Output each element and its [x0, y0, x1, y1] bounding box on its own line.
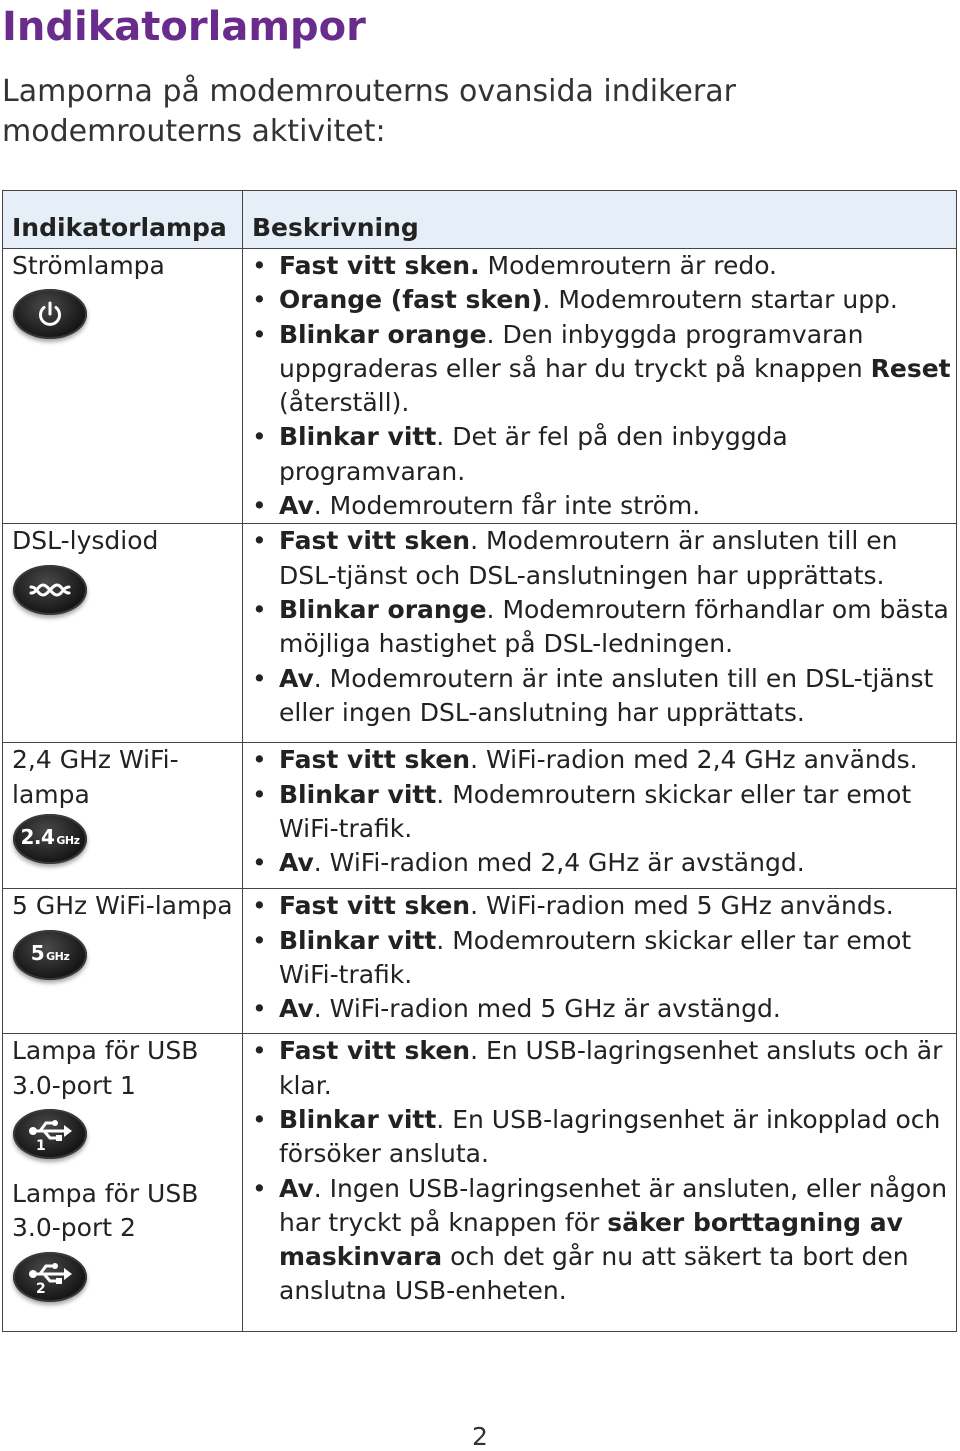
- description-list: [252, 524, 956, 730]
- list-item: [252, 249, 956, 283]
- state-label: Av: [279, 994, 314, 1024]
- state-label: Fast vitt sken: [279, 891, 471, 921]
- state-text: . Modemroutern skickar eller tar emot WiFi-trafik.: [279, 925, 912, 989]
- state-text: (återställ).: [279, 388, 410, 418]
- state-text: . Den inbyggda programvaran uppgraderas eller så har du tryckt på knappen: [279, 319, 871, 383]
- state-text: . Det är fel på den inbyggda programvaran.: [279, 422, 788, 486]
- state-label: Blinkar orange: [279, 594, 487, 624]
- description-cell: [243, 889, 957, 1034]
- wifi-5ghz-icon: [13, 930, 87, 980]
- icon-unit: GHz: [46, 949, 70, 963]
- state-text: . En USB-lagringsenhet ansluts och är klar.: [279, 1036, 943, 1100]
- list-item: [252, 992, 956, 1026]
- state-text: och det går nu att säkert ta bort den anslutna USB-enheten.: [279, 1242, 909, 1306]
- lamp-name: 5 GHz WiFi-lampa: [12, 891, 233, 921]
- list-item: [252, 924, 956, 993]
- icon-number: 2.4: [20, 824, 55, 849]
- list-item: [252, 778, 956, 847]
- state-label: Blinkar vitt: [279, 422, 437, 452]
- list-item: [252, 593, 956, 662]
- lamp-name: DSL-lysdiod: [12, 526, 159, 556]
- reset-label: Reset: [870, 353, 951, 383]
- lamp-name: Strömlampa: [12, 251, 165, 280]
- lamp-cell: [3, 524, 243, 743]
- list-item: [252, 1103, 956, 1172]
- dsl-icon: [13, 565, 87, 615]
- list-item: [252, 318, 956, 421]
- state-text: . WiFi-radion med 5 GHz är avstängd.: [313, 994, 781, 1024]
- state-text: Modemroutern är redo.: [479, 251, 778, 280]
- state-text: . Modemroutern är ansluten till en DSL-tjänst och DSL-anslutningen har upprättats.: [279, 526, 898, 590]
- lamp-cell: [3, 1034, 243, 1332]
- usb-port-number: 2: [36, 1280, 46, 1294]
- usb-port-number: 1: [36, 1137, 46, 1151]
- state-label: Blinkar vitt: [279, 1104, 437, 1134]
- list-item: [252, 889, 956, 923]
- page-number: 2: [472, 1422, 488, 1451]
- wifi-2-4ghz-icon: [13, 814, 87, 864]
- state-text: . Modemroutern skickar eller tar emot WiFi-trafik.: [279, 779, 912, 843]
- state-label: Fast vitt sken.: [279, 251, 480, 280]
- table-row: [3, 889, 957, 1034]
- state-text: . En USB-lagringsenhet är inkopplad och försöker ansluta.: [279, 1104, 941, 1169]
- power-icon: [13, 289, 87, 339]
- usb-lamp-2: [12, 1177, 222, 1302]
- icon-unit: GHz: [56, 833, 80, 847]
- lamp-name: Lampa för USB 3.0-port 1: [12, 1036, 199, 1100]
- state-text: . Modemroutern förhandlar om bästa möjliga hastighet på DSL-ledningen.: [279, 594, 949, 659]
- state-text: . WiFi-radion med 2,4 GHz är avstängd.: [313, 848, 805, 878]
- state-label: Av: [279, 491, 314, 521]
- header-description: Beskrivning: [243, 191, 957, 249]
- description-list: [252, 743, 956, 880]
- lamp-cell: [3, 889, 243, 1034]
- icon-number: 5: [30, 940, 45, 965]
- lamp-cell: [3, 743, 243, 889]
- state-label: Av: [279, 848, 314, 878]
- state-label: Blinkar vitt: [279, 925, 437, 955]
- list-item: [252, 1172, 956, 1309]
- list-item: [252, 1034, 956, 1103]
- description-list: [252, 249, 956, 523]
- state-label: Av: [279, 663, 314, 693]
- list-item: [252, 283, 956, 317]
- state-label: Fast vitt sken: [279, 745, 471, 775]
- intro-text: Lamporna på modemrouterns ovansida indikerar modemrouterns aktivitet:: [2, 74, 736, 149]
- description-list: [252, 889, 956, 1026]
- description-cell: [243, 1034, 957, 1332]
- header-indicator: Indikatorlampa: [3, 191, 243, 249]
- list-item: [252, 846, 956, 880]
- list-item: [252, 662, 956, 731]
- list-item: [252, 489, 956, 523]
- state-label: Fast vitt sken: [279, 1036, 471, 1066]
- table-row: [3, 249, 957, 524]
- usb-icon: [13, 1109, 87, 1159]
- page-title: Indikatorlampor: [2, 4, 366, 50]
- usb-lamp-1: [12, 1034, 222, 1159]
- state-label: Fast vitt sken: [279, 526, 471, 556]
- description-cell: [243, 743, 957, 889]
- state-text: . Ingen USB-lagringsenhet är ansluten, eller någon har tryckt på knappen för: [279, 1173, 948, 1237]
- lamp-cell: [3, 249, 243, 524]
- table-row: [3, 743, 957, 889]
- list-item: [252, 743, 956, 777]
- list-item: [252, 524, 956, 593]
- table-row: [3, 524, 957, 743]
- description-cell: [243, 249, 957, 524]
- state-text: . Modemroutern är inte ansluten till en DSL-tjänst eller ingen DSL-anslutning har upprättats.: [279, 663, 934, 727]
- state-label: Blinkar orange: [279, 319, 487, 349]
- state-label: Av: [279, 1173, 314, 1203]
- state-label: Orange (fast sken): [279, 285, 543, 315]
- usb-icon: [13, 1252, 87, 1302]
- table-row: [3, 1034, 957, 1332]
- state-text: . Modemroutern får inte ström.: [313, 491, 701, 521]
- state-label: Blinkar vitt: [279, 779, 437, 809]
- lamp-name: 2,4 GHz WiFi-lampa: [12, 745, 179, 809]
- state-text: . WiFi-radion med 5 GHz används.: [470, 891, 894, 921]
- state-text: . Modemroutern startar upp.: [542, 285, 898, 315]
- lamp-name: Lampa för USB 3.0-port 2: [12, 1178, 199, 1243]
- description-cell: [243, 524, 957, 743]
- safe-removal-label: säker borttagning av maskinvara: [279, 1207, 903, 1272]
- indicator-table: [2, 190, 957, 1332]
- list-item: [252, 420, 956, 489]
- description-list: [252, 1034, 956, 1308]
- state-text: . WiFi-radion med 2,4 GHz används.: [470, 745, 918, 775]
